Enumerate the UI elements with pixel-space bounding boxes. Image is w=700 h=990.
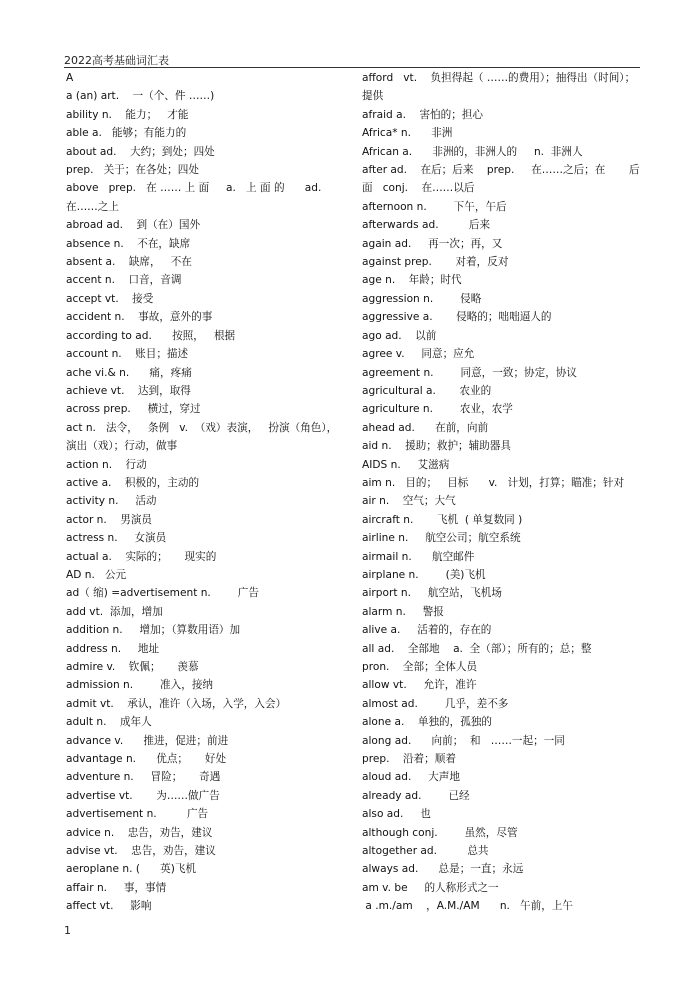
- vocab-headword: Africa* n.: [362, 127, 411, 140]
- vocab-headword: aloud ad.: [362, 771, 412, 784]
- vocab-definition: 增加；（算数用语）加: [122, 624, 241, 637]
- vocab-headword: pron.: [362, 661, 390, 673]
- vocab-headword: accent n.: [66, 274, 115, 287]
- vocab-headword: airmail n.: [362, 550, 412, 563]
- vocab-definition: 以前: [401, 329, 437, 342]
- vocab-entry: [66, 750, 346, 768]
- vocab-headword: always ad.: [362, 863, 419, 876]
- vocab-definition: 目的； 目标 v. 计划，打算；瞄准；针对: [395, 476, 625, 489]
- vocab-definition: 影响: [113, 900, 152, 913]
- vocab-definition: 冒险； 奇遇: [133, 771, 221, 784]
- vocab-headword: activity n.: [66, 495, 119, 508]
- vocab-entry: [362, 124, 642, 142]
- vocab-definition: 一（个、件 ……): [119, 90, 215, 103]
- vocab-definition: 在 …… 上 面 a. 上 面 的 ad. 在……之上: [66, 182, 332, 213]
- vocab-definition: 也: [403, 808, 431, 821]
- vocab-entry: [362, 327, 642, 345]
- vocab-entry: [66, 419, 346, 456]
- vocab-definition: 同意，一致；协定，协议: [433, 366, 578, 379]
- vocab-headword: prep.: [66, 164, 94, 177]
- vocab-entry: [66, 640, 346, 658]
- vocab-headword: advise vt.: [66, 845, 118, 858]
- vocab-headword: advance v.: [66, 734, 124, 747]
- vocab-headword: affair n.: [66, 881, 108, 894]
- vocab-headword: actual a.: [66, 550, 112, 563]
- vocab-headword: along ad.: [362, 734, 412, 747]
- vocab-entry: [66, 400, 346, 418]
- vocab-entry: [362, 805, 642, 823]
- vocab-definition: 同意；应允: [404, 348, 475, 361]
- vocab-headword: accident n.: [66, 311, 125, 324]
- vocab-entry: [362, 400, 642, 418]
- vocab-definition: 到（在）国外: [123, 219, 201, 232]
- vocab-definition: 允许，准许: [406, 679, 477, 692]
- vocab-entry: [66, 860, 346, 878]
- vocab-definition: 航空邮件: [411, 550, 475, 563]
- vocab-headword: agriculture n.: [362, 403, 433, 416]
- vocab-definition: 地址: [121, 642, 160, 655]
- vocab-entry: [362, 437, 642, 455]
- vocab-entry: [66, 768, 346, 786]
- vocab-definition: 的人称形式之一: [407, 881, 499, 894]
- vocab-headword: African a.: [362, 145, 413, 158]
- vocab-headword: age n.: [362, 274, 396, 287]
- vocab-entry: [66, 824, 346, 842]
- header-divider: [64, 67, 640, 68]
- vocab-definition: 总是；一直；永远: [418, 863, 524, 876]
- vocab-entry: [362, 603, 642, 621]
- vocab-definition: 成年人: [106, 716, 152, 729]
- vocab-entry: [66, 695, 346, 713]
- vocab-definition: 为……做广告: [132, 789, 220, 802]
- vocab-headword: aim n.: [362, 476, 396, 489]
- vocab-definition: 在后；后来 prep. 在……之后；在 后面 conj. 在……以后: [362, 164, 640, 195]
- vocab-entry: [362, 824, 642, 842]
- vocab-definition: 侵略: [433, 292, 482, 305]
- vocab-entry: [66, 235, 346, 253]
- vocab-headword: alarm n.: [362, 605, 406, 618]
- vocab-headword: alone a.: [362, 716, 405, 729]
- vocab-entry: [362, 308, 642, 326]
- vocab-definition: 农业的: [435, 384, 492, 397]
- vocab-headword: also ad.: [362, 808, 404, 821]
- vocab-headword: able a.: [66, 127, 102, 140]
- vocab-definition: 大约；到处；四处: [116, 145, 215, 158]
- vocab-entry: [66, 787, 346, 805]
- vocab-headword: am v. be: [362, 881, 408, 894]
- vocab-entry: [362, 658, 642, 676]
- vocab-entry: [362, 879, 642, 897]
- vocab-headword: adventure n.: [66, 771, 134, 784]
- vocab-entry: [362, 235, 642, 253]
- vocab-entry: [66, 603, 346, 621]
- vocab-definition: 积极的，主动的: [111, 476, 200, 489]
- vocab-definition: ，A.M./AM n. 午前，上午: [412, 900, 573, 913]
- vocab-entry: [66, 69, 346, 87]
- vocab-entry: [66, 529, 346, 547]
- vocab-headword: advertisement n.: [66, 808, 157, 821]
- vocab-entry: [66, 124, 346, 142]
- vocab-definition: 向前； 和 ……一起；一同: [411, 734, 565, 747]
- vocab-entry: [362, 382, 642, 400]
- vocab-entry: [362, 345, 642, 363]
- vocab-headword: AD n.: [66, 568, 95, 581]
- vocab-definition: 艾滋病: [400, 458, 450, 471]
- vocab-entry: [362, 419, 642, 437]
- vocab-entry: [362, 106, 642, 124]
- vocab-headword: ago ad.: [362, 329, 402, 342]
- vocab-entry: [66, 897, 346, 915]
- vocab-definition: 缺席， 不在: [115, 256, 192, 269]
- vocab-headword: above prep.: [66, 182, 137, 195]
- vocab-entry: [362, 860, 642, 878]
- vocab-entry: [66, 290, 346, 308]
- vocab-definition: 援助；救护；辅助器具: [391, 440, 512, 453]
- vocab-headword: ahead ad.: [362, 421, 415, 434]
- vocab-headword: prep.: [362, 753, 390, 766]
- vocab-definition: 对着，反对: [431, 256, 509, 269]
- vocab-headword: ability n.: [66, 108, 112, 121]
- vocab-definition: 侵略的；咄咄逼人的: [432, 311, 552, 324]
- vocab-headword: afford vt.: [362, 72, 418, 84]
- vocab-entry: [66, 676, 346, 694]
- vocab-entry: [362, 566, 642, 584]
- left-column: [66, 69, 346, 916]
- vocab-entry: [362, 750, 642, 768]
- vocab-entry: [362, 143, 642, 161]
- vocab-entry: [66, 879, 346, 897]
- vocab-definition: 痛，疼痛: [129, 366, 192, 379]
- vocab-definition: 再一次；再，又: [411, 237, 503, 250]
- vocab-entry: [66, 548, 346, 566]
- vocab-entry: [66, 87, 346, 105]
- vocab-definition: 行动: [112, 458, 147, 471]
- vocab-entry: [66, 327, 346, 345]
- vocab-entry: [362, 695, 642, 713]
- vocab-definition: 虽然，尽管: [437, 826, 518, 839]
- vocab-entry: [66, 345, 346, 363]
- vocab-headword: afraid a.: [362, 108, 406, 121]
- vocab-definition: 大声地: [411, 771, 460, 784]
- vocab-entry: [362, 198, 642, 216]
- vocab-definition: 已经: [421, 789, 470, 802]
- vocab-headword: admit vt.: [66, 697, 114, 710]
- vocab-headword: about ad.: [66, 145, 117, 158]
- vocab-headword: address n.: [66, 642, 122, 655]
- vocab-definition: 全部；全体人员: [389, 661, 478, 673]
- vocab-headword: addition n.: [66, 624, 123, 637]
- vocab-entry: [66, 566, 346, 584]
- vocab-definition: 年龄；时代: [395, 274, 462, 287]
- vocab-entry: [362, 787, 642, 805]
- vocab-definition: 事故，意外的事: [124, 311, 213, 324]
- vocab-entry: [362, 456, 642, 474]
- vocab-entry: [362, 216, 642, 234]
- vocab-headword: A: [66, 72, 74, 84]
- vocab-headword: account n.: [66, 348, 122, 361]
- vocab-headword: airport n.: [362, 587, 411, 600]
- vocab-entry: [362, 897, 642, 915]
- vocab-headword: absent a.: [66, 256, 116, 269]
- vocab-entry: [362, 364, 642, 382]
- vocab-headword: agricultural a.: [362, 384, 436, 397]
- vocab-definition: 航空站，飞机场: [410, 587, 502, 600]
- vocab-headword: all ad.: [362, 642, 395, 655]
- vocab-headword: adult n.: [66, 716, 107, 729]
- vocab-headword: admire v.: [66, 661, 116, 673]
- vocab-entry: [66, 658, 346, 676]
- vocab-headword: absence n.: [66, 237, 124, 250]
- vocab-headword: actor n.: [66, 513, 107, 526]
- vocab-entry: [362, 640, 642, 658]
- vocab-definition: 准入，接纳: [133, 679, 214, 692]
- vocab-definition: 忠告，劝告，建议: [114, 826, 213, 839]
- vocab-entry: [362, 290, 642, 308]
- vocab-definition: 按照， 根据: [151, 329, 236, 342]
- vocab-headword: airline n.: [362, 532, 409, 545]
- vocab-headword: a .m./am: [362, 900, 413, 913]
- vocab-headword: after ad.: [362, 164, 408, 177]
- vocab-headword: affect vt.: [66, 900, 114, 913]
- vocab-headword: afternoon n.: [362, 200, 427, 213]
- vocab-headword: advertise vt.: [66, 789, 133, 802]
- vocab-entry: [66, 732, 346, 750]
- vocab-entry: [66, 474, 346, 492]
- right-column: [362, 69, 642, 916]
- vocab-headword: air n.: [362, 495, 390, 508]
- vocab-definition: 后来: [438, 219, 491, 232]
- vocab-definition: 广告: [210, 587, 259, 600]
- vocab-headword: admission n.: [66, 679, 134, 692]
- vocab-entry: [66, 492, 346, 510]
- vocab-entry: [66, 382, 346, 400]
- vocab-headword: ad（ 缩) =advertisement n.: [66, 587, 211, 600]
- vocab-definition: 账目；描述: [121, 348, 189, 361]
- vocab-entry: [66, 842, 346, 860]
- vocab-definition: 横过，穿过: [130, 403, 201, 416]
- vocab-definition: 钦佩； 羡慕: [115, 661, 199, 673]
- vocab-headword: actress n.: [66, 532, 118, 545]
- vocab-definition: 飞机 ( 单复数同 ): [413, 513, 523, 526]
- vocab-entry: [66, 621, 346, 639]
- vocab-headword: aggression n.: [362, 292, 434, 305]
- vocab-definition: 几乎，差不多: [417, 697, 509, 710]
- vocab-definition: 添加，增加: [103, 605, 163, 618]
- vocab-headword: advice n.: [66, 826, 115, 839]
- vocab-definition: 接受: [118, 292, 154, 305]
- vocab-definition: 负担得起（ ……的费用）；抽得出（时间）；提供: [362, 72, 636, 103]
- vocab-entry: [362, 768, 642, 786]
- vocab-definition: 害怕的；担心: [405, 108, 484, 121]
- vocab-headword: add vt.: [66, 605, 104, 618]
- vocab-entry: [362, 842, 642, 860]
- vocab-entry: [362, 529, 642, 547]
- vocab-entry: [362, 474, 642, 492]
- vocab-entry: [362, 713, 642, 731]
- vocab-entry: [362, 621, 642, 639]
- vocab-definition: 农业，农学: [432, 403, 513, 416]
- vocab-headword: abroad ad.: [66, 219, 123, 232]
- vocab-headword: alive a.: [362, 624, 401, 637]
- vocab-entry: [362, 548, 642, 566]
- vocab-entry: [66, 364, 346, 382]
- vocab-headword: aggressive a.: [362, 311, 433, 324]
- vocab-definition: 活着的，存在的: [400, 624, 492, 637]
- vocab-entry: [362, 253, 642, 271]
- vocab-entry: [66, 179, 346, 216]
- vocab-entry: [362, 676, 642, 694]
- vocab-headword: aircraft n.: [362, 513, 414, 526]
- vocab-entry: [66, 143, 346, 161]
- vocab-definition: 女演员: [117, 532, 167, 545]
- page-header-title: 2022高考基础词汇表: [64, 54, 169, 67]
- vocab-entry: [66, 253, 346, 271]
- vocab-headword: achieve vt.: [66, 384, 125, 397]
- vocab-headword: according to ad.: [66, 329, 152, 342]
- vocab-headword: almost ad.: [362, 697, 418, 710]
- vocab-headword: although conj.: [362, 826, 438, 839]
- vocab-definition: 活动: [118, 495, 157, 508]
- vocab-headword: advantage n.: [66, 753, 137, 766]
- vocab-definition: 下午，午后: [426, 200, 507, 213]
- vocab-definition: 法令， 条例 v. （戏）表演， 扮演（角色）， 演出（戏）；行动，做事: [66, 421, 348, 453]
- vocab-headword: action n.: [66, 458, 113, 471]
- vocab-definition: 男演员: [106, 513, 153, 526]
- vocab-headword: aeroplane n. (: [66, 863, 140, 876]
- vocab-definition: 在前，向前: [414, 421, 489, 434]
- vocab-definition: 达到，取得: [124, 384, 191, 397]
- page-number: 1: [64, 924, 71, 937]
- vocab-definition: (美)飞机: [418, 568, 486, 581]
- vocab-headword: airplane n.: [362, 568, 419, 581]
- vocab-definition: 事，事情: [107, 881, 167, 894]
- vocab-definition: 沿着；顺着: [389, 753, 456, 766]
- vocab-headword: a (an) art.: [66, 90, 120, 103]
- vocab-definition: 能力； 才能: [111, 108, 189, 121]
- vocab-entry: [362, 271, 642, 289]
- vocab-definition: 实际的； 现实的: [111, 550, 217, 563]
- vocab-entry: [66, 584, 346, 602]
- vocab-entry: [66, 456, 346, 474]
- vocab-entry: [66, 161, 346, 179]
- vocab-headword: altogether ad.: [362, 845, 438, 858]
- vocab-entry: [362, 732, 642, 750]
- vocab-headword: again ad.: [362, 237, 412, 250]
- vocab-entry: [66, 511, 346, 529]
- vocab-headword: act n.: [66, 421, 96, 434]
- vocab-definition: 不在，缺席: [123, 237, 191, 250]
- vocab-definition: 单独的，孤独的: [404, 716, 493, 729]
- vocab-entry: [66, 713, 346, 731]
- vocab-entry: [66, 805, 346, 823]
- vocab-entry: [362, 161, 642, 198]
- vocab-headword: already ad.: [362, 789, 422, 802]
- vocab-definition: 航空公司；航空系统: [408, 532, 521, 545]
- vocab-definition: 非洲: [410, 127, 453, 140]
- vocab-definition: 警报: [405, 605, 444, 618]
- vocab-headword: accept vt.: [66, 292, 119, 305]
- vocab-definition: 忠告，劝告，建议: [117, 845, 216, 858]
- vocab-definition: 推进，促进；前进: [123, 734, 229, 747]
- vocab-entry: [362, 584, 642, 602]
- vocab-entry: [66, 106, 346, 124]
- vocab-definition: 公元: [94, 568, 127, 581]
- vocab-definition: 能够；有能力的: [101, 127, 187, 140]
- vocab-definition: 优点； 好处: [136, 753, 227, 766]
- vocab-headword: allow vt.: [362, 679, 407, 692]
- vocab-headword: agreement n.: [362, 366, 434, 379]
- vocab-definition: 英)飞机: [139, 863, 197, 876]
- vocab-headword: aid n.: [362, 440, 392, 453]
- vocab-entry: [66, 308, 346, 326]
- vocab-entry: [66, 271, 346, 289]
- vocab-definition: 总共: [437, 845, 489, 858]
- vocab-entry: [362, 511, 642, 529]
- vocab-definition: 广告: [156, 808, 209, 821]
- vocab-headword: across prep.: [66, 403, 131, 416]
- vocab-headword: against prep.: [362, 256, 432, 269]
- vocab-definition: 口音，音调: [114, 274, 182, 287]
- vocab-definition: 空气；大气: [389, 495, 456, 508]
- vocab-headword: agree v.: [362, 348, 405, 361]
- vocab-headword: afterwards ad.: [362, 219, 439, 232]
- vocab-headword: AIDS n.: [362, 458, 401, 471]
- vocab-definition: 非洲的，非洲人的 n. 非洲人: [412, 145, 583, 158]
- vocab-entry: [362, 492, 642, 510]
- vocab-definition: 关于；在各处；四处: [93, 164, 199, 177]
- vocab-entry: [66, 216, 346, 234]
- vocab-entry: [362, 69, 642, 106]
- vocab-definition: 承认，准许（入场，入学，入会）: [113, 697, 287, 710]
- vocab-definition: 全部地 a. 全（部）；所有的；总；整: [394, 642, 592, 655]
- vocab-headword: ache vi.& n.: [66, 366, 130, 379]
- vocab-headword: active a.: [66, 476, 112, 489]
